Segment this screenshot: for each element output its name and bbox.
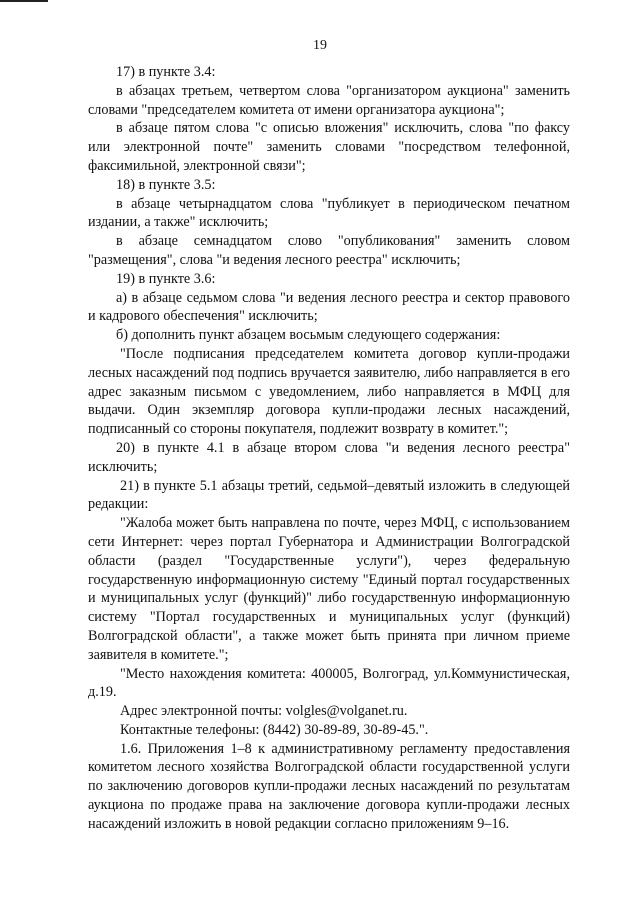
document-body — [88, 63, 570, 834]
paragraph: 1.6. Приложения 1–8 к административному регламенту предоставления комитетом лесного хозяйства Волгоградской области государственной услуги по заключению договоров купли-продажи лесных насаждений по результатам аукциона по продаже права на заключение договора купли-продажи лесных насаждений изложить в новой редакции согласно приложениям 9–16. — [88, 740, 570, 832]
phones-paragraph: Контактные телефоны: (8442) 30-89-89, 30-89-45.". — [120, 721, 429, 738]
paragraph: 21) в пункте 5.1 абзацы третий, седьмой–девятый изложить в следующей редакции: — [88, 477, 570, 513]
paragraph: 17) в пункте 3.4: — [116, 64, 216, 80]
paragraph: 20) в пункте 4.1 в абзаце втором слова "и ведения лесного реестра" исключить; — [88, 439, 570, 475]
paragraph: в абзаце семнадцатом слово "опубликования" заменить словом "размещения", слова "и ведения лесного реестра" исключить; — [88, 233, 570, 268]
scan-corner-mark — [0, 0, 48, 2]
paragraph: 19) в пункте 3.6: — [116, 270, 216, 287]
email-paragraph: Адрес электронной почты: volgles@volganet.ru. — [120, 703, 408, 720]
quoted-paragraph: "После подписания председателем комитета договор купли-продажи лесных насаждений под подпись вручается заявителю, либо направляется в его адрес заказным письмом с уведомлением, либо направляется в МФЦ для выдачи. Один экземпляр договора купли-продажи лесных насаждений, подписанный со стороны покупателя, подлежит возврату в комитет."; — [88, 345, 570, 438]
paragraph: в абзацах третьем, четвертом слова "организатором аукциона" заменить словами "председателем комитета от имени организатора аукциона"; — [88, 82, 570, 118]
quoted-paragraph: "Место нахождения комитета: 400005, Волгоград, ул.Коммунистическая, д.19. — [88, 665, 570, 701]
paragraph: б) дополнить пункт абзацем восьмым следующего содержания: — [116, 327, 501, 344]
paragraph: в абзаце четырнадцатом слова "публикует в периодическом печатном издании, а также" исключить; — [88, 195, 570, 231]
paragraph: в абзаце пятом слова "с описью вложения" исключить, слова "по факсу или электронной почте" заменить словами "посредством телефонной, факсимильной, электронной связи"; — [88, 120, 570, 174]
paragraph: а) в абзаце седьмом слова "и ведения лесного реестра и сектор правового и кадрового обеспечения" исключить; — [88, 289, 570, 325]
page-number: 19 — [313, 38, 327, 53]
quoted-paragraph: "Жалоба может быть направлена по почте, через МФЦ, с использованием сети Интернет: через портал Губернатора и Администрации Волгоградской области (раздел "Государственные услуги"), через федеральную государственную информационную систему "Единый портал государственных и муниципальных услуг (функций)" либо государственную информационную систему "Портал государственных и муниципальных услуг (функций) Волгоградской области", а также может быть принята при личном приеме заявителя в комитете."; — [88, 515, 570, 663]
paragraph: 18) в пункте 3.5: — [116, 176, 216, 193]
